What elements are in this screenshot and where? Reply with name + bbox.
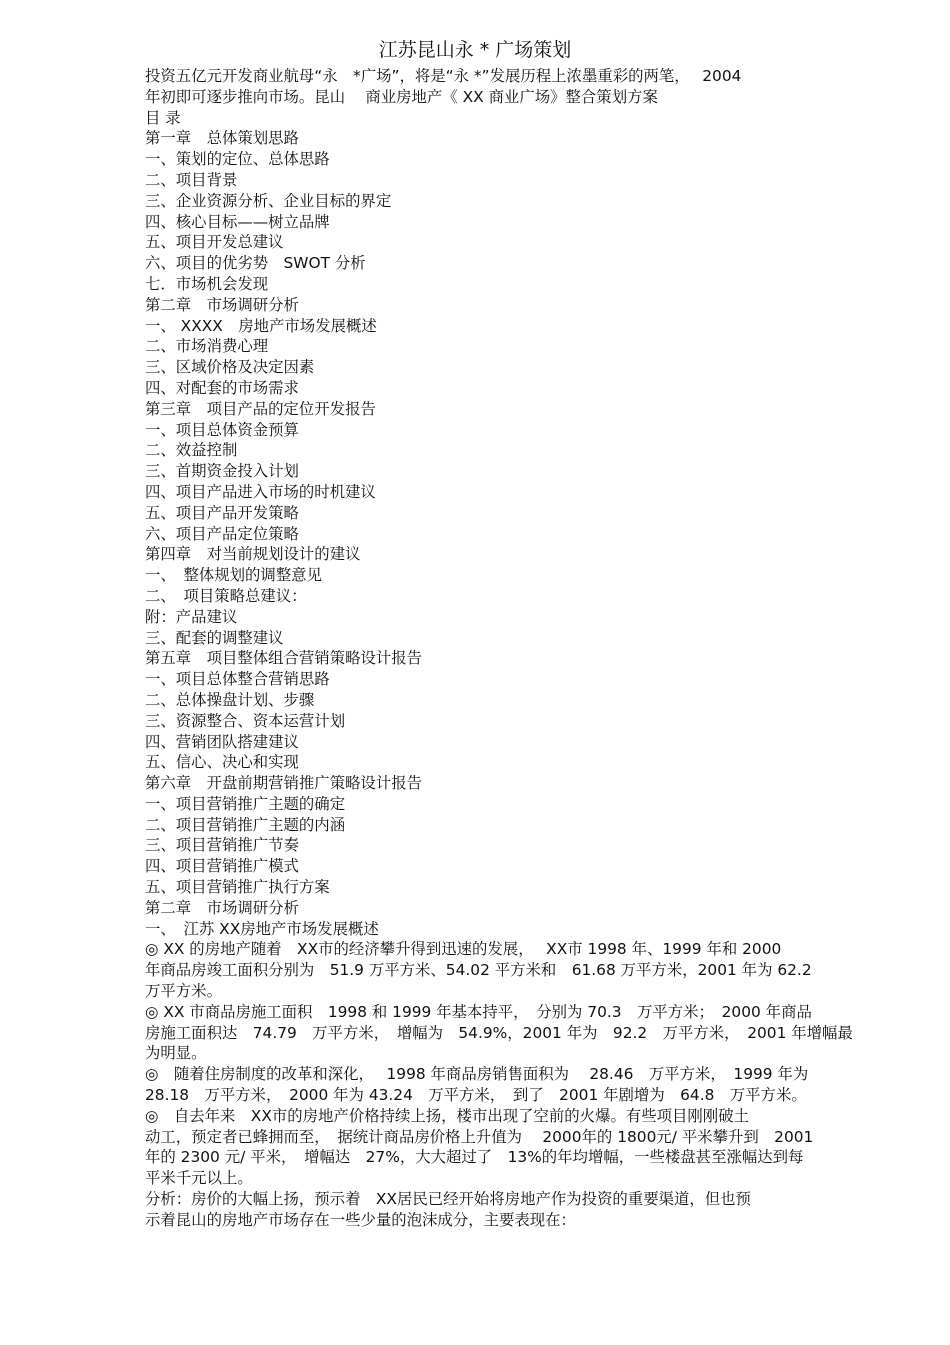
toc-item: 三、配套的调整建议	[145, 628, 284, 647]
toc-item: 四、项目营销推广模式	[145, 857, 299, 876]
toc-item: 二、项目背景	[145, 170, 238, 189]
table-of-contents	[145, 128, 880, 897]
intro-line: 年初即可逐步推向市场。昆山 商业房地产《 XX 商业广场》整合策划方案	[145, 87, 658, 106]
toc-item: 第二章 市场调研分析	[145, 295, 299, 314]
toc-heading: 目 录	[145, 108, 181, 127]
toc-item: 三、企业资源分析、企业目标的界定	[145, 191, 392, 210]
toc-item: 五、项目开发总建议	[145, 233, 284, 252]
toc-item: 第六章 开盘前期营销推广策略设计报告	[145, 774, 423, 793]
toc-item: 三、资源整合、资本运营计划	[145, 711, 346, 730]
toc-item: 第一章 总体策划思路	[145, 129, 299, 148]
paragraph-line: 28.18 万平方米， 2000 年为 43.24 万平方米， 到了 2001 年剧增为 64.8 万平方米。	[145, 1086, 807, 1105]
toc-item: 第三章 项目产品的定位开发报告	[145, 399, 376, 418]
document-title: 江苏昆山永 * 广场策划	[378, 39, 572, 61]
toc-item: 二、效益控制	[145, 441, 238, 460]
intro	[145, 66, 880, 108]
document-body	[145, 66, 880, 1231]
paragraph-line: 动工，预定者已蜂拥而至， 据统计商品房价格上升值为 2000年的 1800元/ 平米攀升到 2001	[145, 1127, 814, 1146]
paragraph-line: 年的 2300 元/ 平米， 增幅达 27%，大大超过了 13%的年均增幅，一些楼盘甚至涨幅达到每	[145, 1148, 804, 1167]
paragraph-line: ◎ 随着住房制度的改革和深化， 1998 年商品房销售面积为 28.46 万平方米， 1999 年为	[145, 1065, 809, 1084]
toc-item: 一、策划的定位、总体思路	[145, 150, 330, 169]
paragraph-line: ◎ XX 市商品房施工面积 1998 和 1999 年基本持平， 分别为 70.3 万平方米； 2000 年商品	[145, 1002, 812, 1021]
toc-item: 第四章 对当前规划设计的建议	[145, 545, 361, 564]
intro-line: 投资五亿元开发商业航母“永 *广场”，将是“永 *”发展历程上浓墨重彩的两笔， 2004	[145, 67, 742, 85]
toc-item: 六、项目产品定位策略	[145, 524, 299, 543]
toc-item: 五、项目产品开发策略	[145, 503, 299, 522]
toc-item: 第五章 项目整体组合营销策略设计报告	[145, 649, 423, 668]
paragraph-line: 示着昆山的房地产市场存在一些少量的泡沫成分，主要表现在：	[145, 1210, 576, 1229]
paragraph-line: ◎ 自去年来 XX市的房地产价格持续上扬，楼市出现了空前的火爆。有些项目刚刚破土	[145, 1106, 749, 1125]
paragraph-line: ◎ XX 的房地产随着 XX市的经济攀升得到迅速的发展， XX市 1998 年、1999 年和 2000	[145, 940, 782, 959]
toc-item: 二、市场消费心理	[145, 337, 269, 356]
toc-item: 一、 XXXX 房地产市场发展概述	[145, 316, 377, 335]
toc-item: 四、营销团队搭建建议	[145, 732, 299, 751]
toc-item: 三、首期资金投入计划	[145, 462, 299, 481]
toc-item: 一、 整体规划的调整意见	[145, 566, 322, 585]
section-heading: 一、 江苏 XX房地产市场发展概述	[145, 919, 379, 938]
paragraph-line: 年商品房竣工面积分别为 51.9 万平方米、54.02 平方米和 61.68 万平方米，2001 年为 62.2	[145, 961, 812, 980]
paragraph-line: 房施工面积达 74.79 万平方米， 增幅为 54.9%，2001 年为 92.2 万平方米， 2001 年增幅最	[145, 1023, 853, 1042]
toc-item: 二、项目营销推广主题的内涵	[145, 815, 346, 834]
toc-item: 二、总体操盘计划、步骤	[145, 690, 315, 709]
paragraph-line: 平米千元以上。	[145, 1169, 253, 1188]
toc-item: 一、项目总体整合营销思路	[145, 670, 330, 689]
section-chapter: 第二章 市场调研分析	[145, 898, 299, 917]
toc-item: 一、项目总体资金预算	[145, 420, 299, 439]
toc-item: 七．市场机会发现	[145, 274, 269, 293]
toc-item: 六、项目的优劣势 SWOT 分析	[145, 254, 366, 273]
toc-item: 附：产品建议	[145, 607, 238, 626]
toc-item: 一、项目营销推广主题的确定	[145, 794, 346, 813]
toc-item: 四、核心目标——树立品牌	[145, 212, 330, 231]
paragraph-line: 为明显。	[145, 1044, 207, 1063]
toc-item: 五、项目营销推广执行方案	[145, 878, 330, 897]
market-analysis-text	[145, 939, 880, 1230]
toc-item: 三、区域价格及决定因素	[145, 358, 315, 377]
paragraph-line: 分析：房价的大幅上扬，预示着 XX居民已经开始将房地产作为投资的重要渠道，但也预	[145, 1190, 751, 1209]
toc-item: 四、对配套的市场需求	[145, 378, 299, 397]
paragraph-line: 万平方米。	[145, 982, 222, 1001]
toc-item: 二、 项目策略总建议：	[145, 586, 307, 605]
toc-item: 三、项目营销推广节奏	[145, 836, 299, 855]
toc-item: 五、信心、决心和实现	[145, 753, 299, 772]
toc-item: 四、项目产品进入市场的时机建议	[145, 482, 376, 501]
